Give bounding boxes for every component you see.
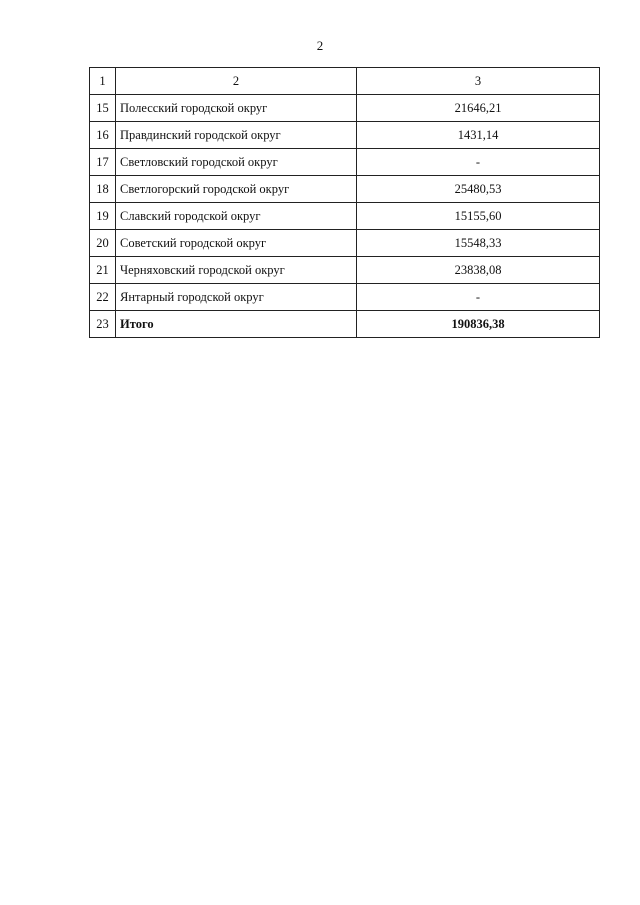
total-label: Итого <box>116 311 357 338</box>
total-value: 190836,38 <box>357 311 600 338</box>
table-header-row <box>90 68 600 95</box>
total-row-number: 23 <box>90 311 116 338</box>
table-row <box>90 230 600 257</box>
data-table <box>89 67 600 338</box>
header-cell-col1: 1 <box>90 68 116 95</box>
district-name: Правдинский городской округ <box>116 122 357 149</box>
table-row <box>90 284 600 311</box>
table-row <box>90 203 600 230</box>
header-cell-col2: 2 <box>116 68 357 95</box>
row-number: 17 <box>90 149 116 176</box>
row-number: 16 <box>90 122 116 149</box>
district-name: Славский городской округ <box>116 203 357 230</box>
table-total-row <box>90 311 600 338</box>
table-row <box>90 149 600 176</box>
amount-value: - <box>357 284 600 311</box>
district-name: Черняховский городской округ <box>116 257 357 284</box>
amount-value: 1431,14 <box>357 122 600 149</box>
district-name: Полесский городской округ <box>116 95 357 122</box>
amount-value: 15548,33 <box>357 230 600 257</box>
district-name: Советский городской округ <box>116 230 357 257</box>
amount-value: 23838,08 <box>357 257 600 284</box>
amount-value: 15155,60 <box>357 203 600 230</box>
row-number: 15 <box>90 95 116 122</box>
table-row <box>90 95 600 122</box>
header-cell-col3: 3 <box>357 68 600 95</box>
row-number: 22 <box>90 284 116 311</box>
amount-value: 25480,53 <box>357 176 600 203</box>
amount-value: 21646,21 <box>357 95 600 122</box>
table-row <box>90 176 600 203</box>
row-number: 19 <box>90 203 116 230</box>
row-number: 20 <box>90 230 116 257</box>
district-name: Янтарный городской округ <box>116 284 357 311</box>
amount-value: - <box>357 149 600 176</box>
table-row <box>90 122 600 149</box>
page-number: 2 <box>316 38 324 53</box>
table-row <box>90 257 600 284</box>
district-name: Светлогорский городской округ <box>116 176 357 203</box>
row-number: 21 <box>90 257 116 284</box>
row-number: 18 <box>90 176 116 203</box>
district-name: Светловский городской округ <box>116 149 357 176</box>
